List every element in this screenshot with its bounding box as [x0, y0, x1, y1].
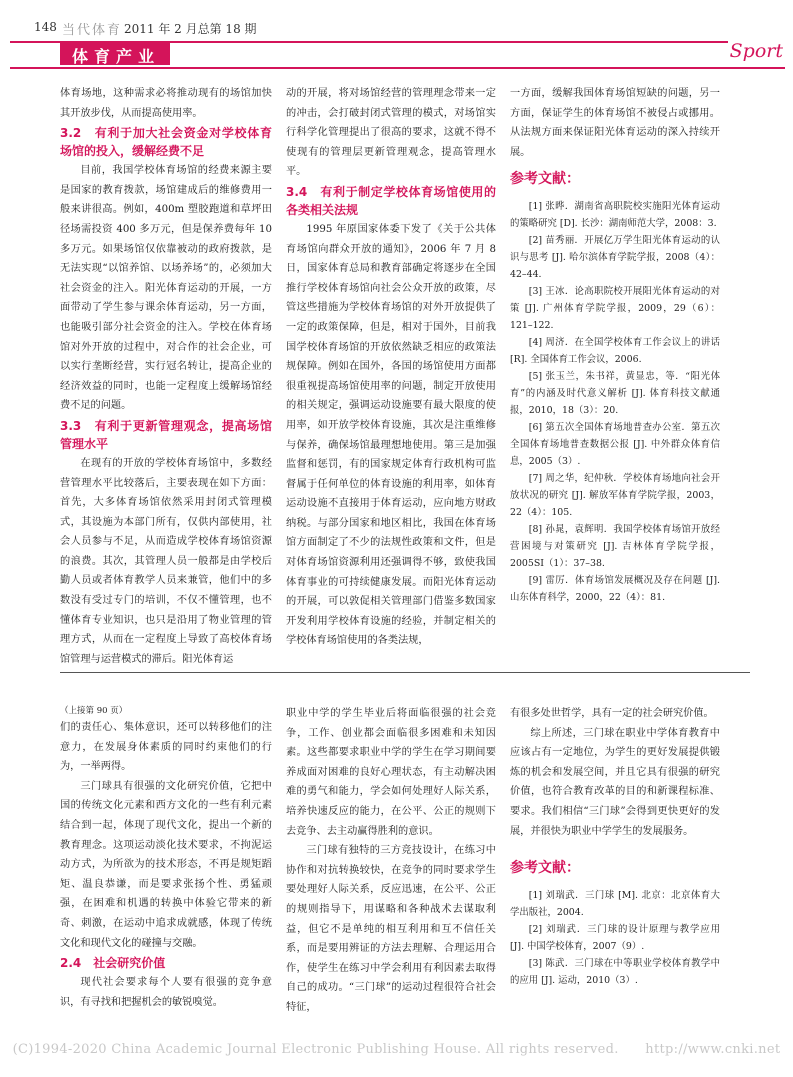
bottom-column-1: [60, 704, 272, 1012]
journal-logo: 当代体育: [62, 23, 123, 38]
top-reference-item: [9] 雷厉．体育场馆发展概况及存在问题 [J]. 山东体育科学，2000，22（4）：81.: [510, 574, 720, 603]
article-divider: [60, 672, 750, 673]
top-reference-item: [6] 第五次全国体育场地普查办公室．第五次全国体育场地普查数据公报 [J]. 中外群众体育信息，2005（3）.: [510, 421, 720, 467]
article-column-2: [286, 84, 496, 651]
copyright-footer: (C)1994-2020 China Academic Journal Electronic Publishing House. All rights reserved. http://www.cnki.net: [12, 1042, 781, 1057]
column-3-text: 一方面，缓解我国体育场馆短缺的问题，另一方面，保证学生的体育场馆不被侵占或挪用。从法规方面来保证阳光体育运动的深入持续开展。: [510, 88, 720, 158]
top-reference-item: [4] 周济．在全国学校体育工作会议上的讲话 [R]. 全国体育工作会议，2006.: [510, 336, 720, 365]
page-number: 148: [34, 20, 57, 34]
col1-heading: 3.3 有利于更新管理观念，提高场馆管理水平: [60, 418, 272, 451]
bottom-col3-paragraph: 有很多处世哲学，具有一定的社会研究价值。: [510, 708, 714, 719]
continued-note: （上接第 90 页）: [60, 706, 128, 716]
bottom-col1-paragraph: 现代社会要求每个人要有很强的竞争意识，有寻找和把握机会的敏锐嗅觉。: [60, 977, 272, 1008]
col2-paragraph: 动的开展，将对场馆经营的管理理念带来一定的冲击，会打破封闭式管理的模式，对场馆实行科学化管理提出了很高的要求，这就不得不使现有的管理层更新管理观念，提高管理水平。: [286, 88, 496, 178]
bottom-column-3: [510, 704, 720, 989]
bottom-column-2: [286, 704, 496, 1018]
section-title: 体育产业: [72, 47, 161, 66]
top-reference-item: [8] 孙晁，袁辉明．我国学校体育场馆开放经营困境与对策研究 [J]. 吉林体育学院学报，2005SI（1）：37–38.: [510, 523, 720, 569]
col1-paragraph: 体育场地，这种需求必将推动现有的场馆加快其开放步伐，从而提高使用率。: [60, 88, 272, 119]
article-column-3: [510, 84, 720, 606]
section-title-en: Sport: [729, 40, 783, 62]
top-reference-item: [1] 张晔．湖南省高职院校实施阳光体育运动的策略研究 [D]. 长沙：湖南师范大学，2008：3.: [510, 200, 720, 229]
col2-paragraph: 1995 年原国家体委下发了《关于公共体育场馆向群众开放的通知》，2006 年 7 月 8 日，国家体育总局和教育部确定将逐步在全国推行学校体育场馆向社会公众开放的政策，尽管这些措施为学校体育场馆的对外开放提供了一定的政策保障，但是，相对于国外，目前我国学校体育场馆的开放依然缺乏相应的政策法规保障。例如在国外，各国的场馆使用方面都很重视提高场馆使用率的问题，制定开放使用的相关规定，强调运动设施要有最大限度的使用率，如开放学校体育设施，其次是注重维修与保养，确保场馆最理想地使用。第三是加强监督和惩罚，有的国家规定体育行政机构可监督属于任何单位的体育设施的利用率，如体育运动设施不直接用于体育运动，应向地方财政纳税。与部分国家和地区相比，我国在体育场馆方面制定了不少的法规性政策和文件，但是对体育场馆资源利用还强调得不够，致使我国体育事业的可持续健康发展。而阳光体育运动的开展，可以敦促相关管理部门借鉴多数国家开发利用学校体育设施的经验，并制定相关的学校体育场馆使用的各类法规，: [286, 223, 496, 647]
bottom-reference-item: [3] 陈武．三门球在中等职业学校体育教学中的应用 [J]. 运动，2010（3）.: [510, 957, 720, 986]
references-heading: 参考文献：: [510, 171, 580, 188]
top-reference-item: [5] 张玉兰，朱书祥，黄显忠，等．“阳光体育”的内涵及时代意义解析 [J]. 体育科技文献通报，2010，18（3）：20.: [510, 370, 720, 416]
bottom-reference-item: [2] 刘瑞武．三门球的设计原理与教学应用 [J]. 中国学校体育，2007（9）.: [510, 923, 720, 952]
bottom-references-heading: 参考文献：: [510, 860, 580, 877]
top-reference-item: [3] 王冰．论高职院校开展阳光体育运动的对策 [J]. 广州体育学院学报，2009，29（6）：121–122.: [510, 285, 720, 331]
bottom-col1-paragraph: 们的责任心、集体意识，还可以转移他们的注意力，在发展身体素质的同时约束他们的行为，一举两得。: [60, 722, 272, 773]
article-column-1: [60, 84, 272, 669]
top-reference-item: [7] 周之华，纪仲秋．学校体育场地向社会开放状况的研究 [J]. 解放军体育学院学报，2003，22（4）：105.: [510, 472, 720, 518]
bottom-col3-paragraph: 综上所述，三门球在职业中学体育教育中应该占有一定地位，为学生的更好发展提供锻炼的机会和发展空间，并且它具有很强的研究价值，也符合教育改革的目的和新课程标准、要求。我们相信“三门球”会得到更快更好的发展，并很快为职业中学学生的发展服务。: [510, 727, 720, 837]
col1-heading: 3.2 有利于加大社会资金对学校体育场馆的投入，缓解经费不足: [60, 126, 272, 159]
col2-heading: 3.4 有利于制定学校体育场馆使用的各类相关法规: [286, 184, 496, 217]
bottom-col2-paragraph: 职业中学的学生毕业后将面临很强的社会竞争，工作、创业都会面临很多困难和未知因素。这些都要求职业中学的学生在学习期间要养成面对困难的良好心理状态，有主动解决困难的勇气和能力，学会如何处理好人际关系，培养快速反应的能力，在公平、公正的规则下去竞争、去主动赢得胜利的意识。: [286, 708, 496, 837]
bottom-reference-item: [1] 刘瑞武．三门球 [M]. 北京：北京体育大学出版社，2004.: [510, 889, 720, 918]
references-list: [510, 198, 720, 606]
bottom-col1-paragraph: 三门球具有很强的文化研究价值，它把中国的传统文化元素和西方文化的一些有利元素结合到一起，体现了现代文化，提出一个新的教育理念。这项运动淡化技术要求，不拘泥运动方式，为所欲为的技术形态，不再是规矩蹈矩、温良恭谦，而是要求张扬个性、勇猛顽强，在困难和机遇的转换中体验它带来的新奇、刺激，在运动中追求成就感，体现了传统文化和现代文化的碰撞与交融。: [60, 780, 272, 949]
col1-paragraph: 在现有的开放的学校体育场馆中，多数经营管理水平比较落后，主要表现在如下方面：首先，大多体育场馆依然采用封闭式管理模式，其设施为本部门所有，仅供内部使用，社会人员参与不足，从而造成学校体育场馆资源的浪费。其次，其管理人员一般都是由学校后勤人员或者体育教学人员来兼管，他们中的多数没有受过专门的培训，不仅不懂管理，也不懂体育专业知识，也只是沿用了物业管理的管理方式，从而在一定程度上导致了高校体育场馆管理与运营模式的滞后。阳光体育运: [60, 457, 272, 665]
bottom-references-list: [510, 887, 720, 989]
col1-paragraph: 目前，我国学校体育场馆的经费来源主要是国家的教育拨款，场馆建成后的维修费用一般来讲很高。例如，400m 塑胶跑道和草坪田径场需投资 400 多万元，但是保养费每年 10 多万元。如果场馆仅依靠被动的政府拨款，是无法实现“以馆养馆、以场养场”的，必须加大社会资金的注入。阳光体育运动的开展，一方面带动了学生参与课余体育运动，另一方面，也能吸引部分社会资金的注入。学校在体育场馆对外开放的过程中，对合作的社会企业，可以实行垄断经营，实行冠名转让，提高企业的经济效益的同时，也能一定程度上缓解场馆经费不足的问题。: [60, 165, 272, 412]
bottom-col1-heading: 2.4 社会研究价值: [60, 956, 166, 971]
top-reference-item: [2] 苗秀丽．开展亿万学生阳光体育运动的认识与思考 [J]. 哈尔滨体育学院学报，2008（4）：42–44.: [510, 234, 720, 280]
issue-info: 2011 年 2 月总第 18 期: [124, 22, 257, 36]
bottom-col2-paragraph: 三门球有独特的三方竞技设计，在练习中协作和对抗转换较快，在竞争的同时要求学生要处理好人际关系，反应迅速，在公平、公正的规则指导下，用谋略和各种战术去谋取利益，但它不是单纯的相互利用和互不信任关系，而是要用辨证的方法去理解、合理运用合作，使学生在练习中学会利用有利因素去取得自己的成功。“三门球”的运动过程很符合社会特征，: [286, 845, 496, 1013]
